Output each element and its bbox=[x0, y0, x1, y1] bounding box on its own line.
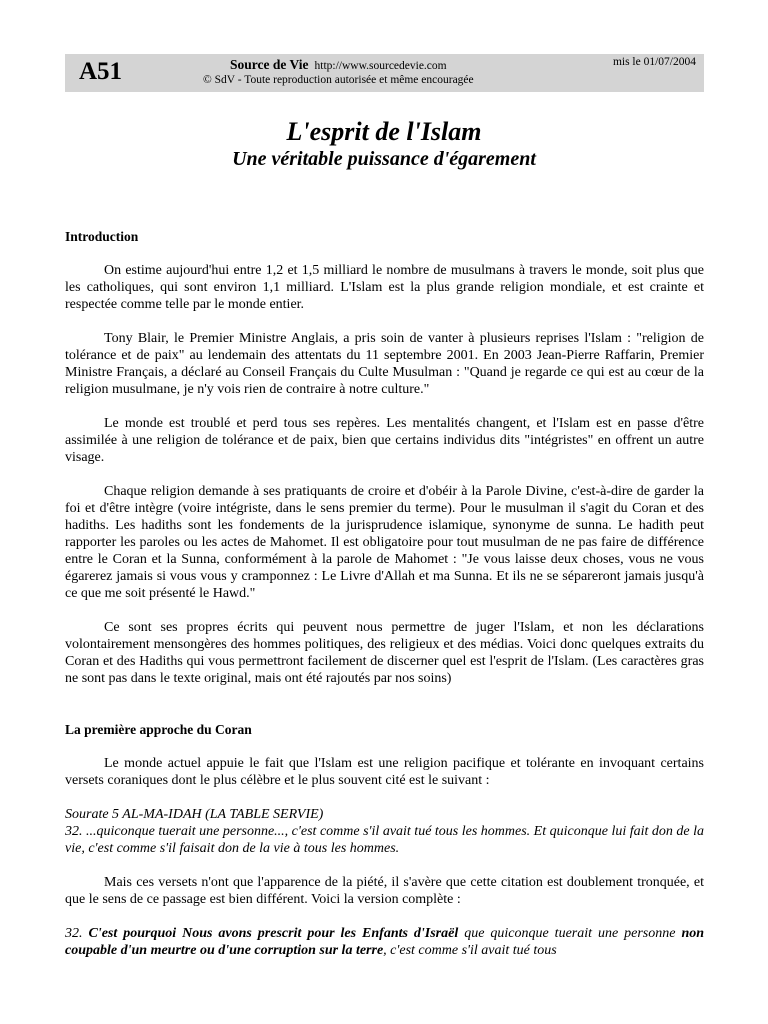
page-title: L'esprit de l'Islam bbox=[286, 117, 482, 146]
source-line bbox=[230, 57, 447, 73]
verse-bold-2: non coupable d'un meurtre ou d'une corruption sur la terre bbox=[65, 926, 705, 958]
document-header bbox=[65, 54, 704, 92]
verse-full-quote bbox=[65, 925, 704, 959]
paragraph: Ce sont ses propres écrits qui peuvent nous permettre de juger l'Islam, et non les déclarations volontairement mensongères des hommes politiques, des religieux et des médias. Voici donc quelques extraits du Coran et des Hadiths qui vous permettront facilement de discerner quel est l'esprit de l'Islam. (Les caractères gras ne sont pas dans le texte original, mais ont été rajoutés par nos soins) bbox=[65, 620, 704, 686]
paragraph: Le monde est troublé et perd tous ses repères. Les mentalités changent, et l'Islam est en passe d'être assimilée à une religion de tolérance et de paix, bien que certains individus dits "intégristes" en offrent un autre visage. bbox=[65, 416, 704, 465]
verse-text-2: , c'est comme s'il avait tué tous bbox=[383, 943, 557, 958]
source-url[interactable]: http://www.sourcedevie.com bbox=[314, 60, 447, 72]
verse-quote: 32. ...quiconque tuerait une personne..., c'est comme s'il avait tué tous les hommes. Et quiconque lui fait don de la vie, c'est comme s'il faisait don de la vie à tous les hommes. bbox=[65, 824, 704, 856]
source-name: Source de Vie bbox=[230, 57, 309, 72]
paragraph: Mais ces versets n'ont que l'apparence de la piété, il s'avère que cette citation est doublement tronquée, et que le sens de ce passage est bien différent. Voici la version complète : bbox=[65, 875, 704, 907]
document-code: A51 bbox=[79, 58, 123, 85]
verse-number: 32. bbox=[65, 926, 83, 941]
verse-text-1: que quiconque tuerait une personne bbox=[464, 926, 676, 941]
paragraph: Tony Blair, le Premier Ministre Anglais, a pris soin de vanter à plusieurs reprises l'Islam : "religion de tolérance et de paix" au lendemain des attentats du 11 septembre 2001. En 2003 Jean-Pierre Raffarin, Premier Ministre Français, a déclaré au Conseil Français du Culte Musulman : "Quand je regarde ce qui est au cœur de la religion musulmane, je n'y vois rien de contraire à notre culture." bbox=[65, 331, 704, 397]
page-subtitle: Une véritable puissance d'égarement bbox=[232, 148, 536, 170]
section-heading-introduction: Introduction bbox=[65, 229, 139, 244]
section-heading-coran: La première approche du Coran bbox=[65, 722, 252, 737]
paragraph: Le monde actuel appuie le fait que l'Islam est une religion pacifique et tolérante en invoquant certains versets coraniques dont le plus célèbre et le plus souvent cité est le suivant : bbox=[65, 756, 704, 788]
publish-date: mis le 01/07/2004 bbox=[612, 56, 696, 68]
sourate-title: Sourate 5 AL-MA-IDAH (LA TABLE SERVIE) bbox=[65, 807, 324, 822]
paragraph: On estime aujourd'hui entre 1,2 et 1,5 milliard le nombre de musulmans à travers le monde, soit plus que les catholiques, qui sont environ 1,1 milliard. L'Islam est la plus grande religion mondiale, et est crainte et respectée comme telle par le monde entier. bbox=[65, 263, 704, 312]
article-body bbox=[65, 228, 704, 976]
copyright-notice: © SdV - Toute reproduction autorisée et même encouragée bbox=[203, 74, 474, 86]
paragraph: Chaque religion demande à ses pratiquants de croire et d'obéir à la Parole Divine, c'est-à-dire de garder la foi et d'être intègre (voire intégriste, dans le sens premier du terme). Pour le musulman il s'agit du Coran et des hadiths. Les hadiths sont les fondements de la jurisprudence islamique, synonyme de sunna. Le hadith peut rapporter les paroles ou les actes de Mahomet. Il est obligatoire pour tout musulman de ne pas faire de différence entre le Coran et la Sunna, conformément à la parole de Mahomet : "Je vous laisse deux choses, vous ne vous égarerez jamais si vous vous y cramponnez : Le Livre d'Allah et ma Sunna. Et ils ne se sépareront jamais jusqu'à ce que me soit présenté le Hawd." bbox=[65, 484, 704, 601]
verse-bold-1: C'est pourquoi Nous avons prescrit pour les Enfants d'Israël bbox=[88, 926, 459, 941]
